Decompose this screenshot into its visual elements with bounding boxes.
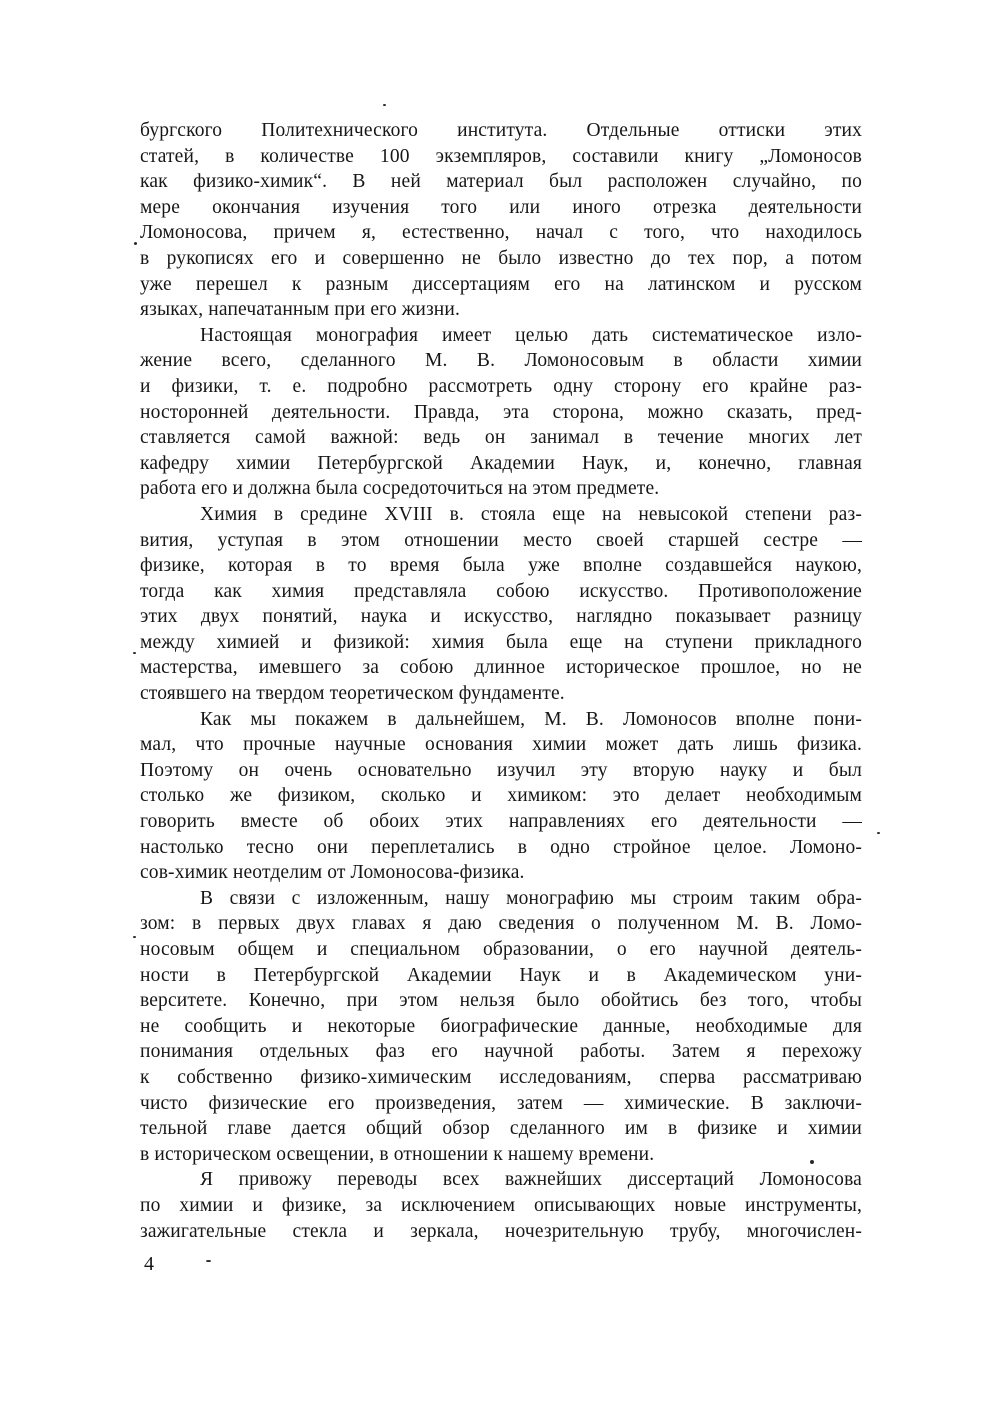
text-line: физике, которая в то время была уже вполне создавшейся наукою, [140,555,862,577]
paragraph [140,707,862,886]
text-line: зажигательные стекла и зеркала, ночезрительную трубу, многочислен- [140,1220,862,1242]
text-line: стоявшего на твердом теоретическом фундаменте. [140,683,565,705]
paragraph [140,1167,862,1244]
text-line: кафедру химии Петербургской Академии Наук, и, конечно, главная [140,452,862,474]
text-line: как физико-химик“. В ней материал был расположен случайно, по [140,171,862,193]
text-line: настолько тесно они переплетались в одно стройное целое. Ломоно- [140,836,862,858]
text-line: В связи с изложенным, нашу монографию мы строим таким обра- [200,887,862,909]
text-line: Ломоносова, причем я, естественно, начал с того, что находилось [140,222,862,244]
scan-speck [134,242,137,245]
text-line: Поэтому он очень основательно изучил эту вторую науку и был [140,759,862,781]
text-line: носовым общем и специальном образовании, о его научной деятель- [140,939,862,960]
body-text [140,118,862,1244]
text-line: носторонней деятельности. Правда, эта сторона, можно сказать, пред- [140,401,862,423]
text-line: чисто физические его произведения, затем — химические. В заключи- [140,1092,862,1114]
scan-speck [133,652,136,654]
text-line: статей, в количестве 100 экземпляров, составили книгу „Ломоносов [140,145,862,167]
text-line: не сообщить и некоторые биографические данные, необходимые для [140,1015,862,1037]
text-line: мере окончания изучения того или иного отрезка деятельности [140,196,862,218]
text-line: жение всего, сделанного М. В. Ломоносовым в области химии [140,350,862,372]
text-line: в историческом освещении, в отношении к нашему времени. [140,1143,655,1165]
text-line: Как мы покажем в дальнейшем, М. В. Ломоносов вполне пони- [200,708,862,730]
text-line: тельной главе дается общий обзор сделанного им в физике и химии [140,1118,862,1140]
text-line: говорить вместе об обоих этих направлениях его деятельности — [140,811,862,833]
text-line: мастерства, имевшего за собою длинное историческое прошлое, но не [140,657,862,679]
text-line: тогда как химия представляла собою искусство. Противоположение [140,580,862,602]
scan-speck [810,1160,814,1164]
text-line: понимания отдельных фаз его научной работы. Затем я перехожу [140,1041,862,1063]
text-line: верситете. Конечно, при этом нельзя было обойтись без того, чтобы [140,990,862,1012]
text-line: языках, напечатанным при его жизни. [140,299,461,321]
scan-speck [206,1260,211,1262]
text-line: ности в Петербургской Академии Наук и в Академическом уни- [140,964,862,986]
text-line: ставляется самой важной: ведь он занимал в течение многих лет [140,427,862,449]
paragraph [140,323,862,502]
text-line: этих двух понятий, наука и искусство, наглядно показывает разницу [140,606,862,628]
text-line: работа его и должна была сосредоточиться на этом предмете. [140,478,660,500]
paragraph [140,502,862,707]
scan-speck [877,832,880,834]
text-line: уже перешел к разным диссертациям его на латинском и русском [140,273,862,295]
text-line: зом: в первых двух главах я даю сведения о полученном М. В. Ломо- [140,913,862,935]
text-line: в рукописях его и совершенно не было известно до тех пор, а потом [140,247,862,269]
text-line: мал, что прочные научные основания химии может дать лишь физика. [140,734,862,756]
text-line: вития, уступая в этом отношении место своей старшей сестре — [140,529,862,551]
text-line: сов-химик неотделим от Ломоносова-физика. [140,862,525,884]
text-line: между химией и физикой: химия была еще на ступени прикладного [140,631,862,653]
text-line: Я привожу переводы всех важнейших диссертаций Ломоносова [200,1169,862,1191]
text-line: к собственно физико-химическим исследованиям, сперва рассматриваю [140,1066,862,1088]
scan-speck [383,104,386,106]
text-line: по химии и физике, за исключением описывающих новые инструменты, [140,1194,862,1216]
text-line: Настоящая монография имеет целью дать систематическое изло- [200,324,862,346]
text-line: столько же физиком, сколько и химиком: это делает необходимым [140,785,862,807]
text-line: бургского Политехнического института. Отдельные оттиски этих [140,120,862,141]
page-number: 4 [144,1253,154,1275]
text-line: Химия в средине XVIII в. стояла еще на невысокой степени раз- [200,503,862,525]
paragraph [140,886,862,1168]
paragraph [140,118,862,323]
text-line: и физики, т. е. подробно рассмотреть одну сторону его крайне раз- [140,375,862,397]
scan-speck [133,936,136,938]
